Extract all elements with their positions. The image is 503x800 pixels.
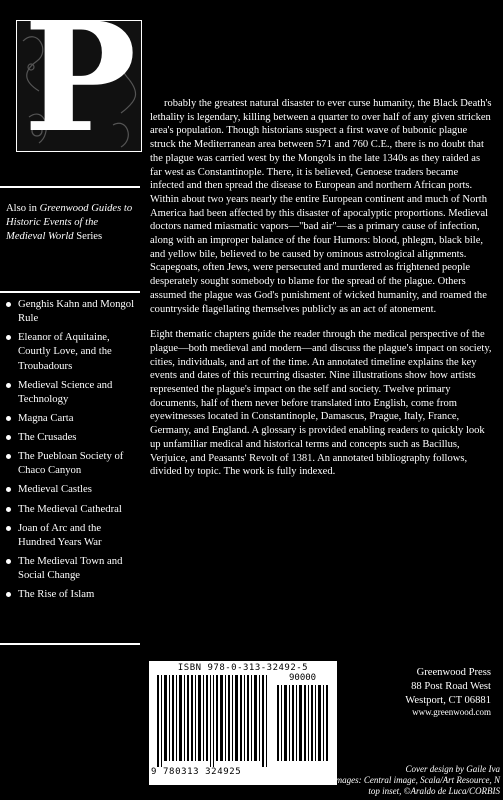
series-note — [6, 202, 138, 243]
bullet-icon — [6, 302, 11, 307]
sidebar-rule-top — [0, 186, 140, 188]
bullet-icon — [6, 592, 11, 597]
bullet-icon — [6, 383, 11, 388]
publisher-city: Westport, CT 06881 — [405, 694, 491, 706]
series-suffix: Series — [76, 230, 103, 242]
main-description — [150, 97, 492, 491]
price-code: 90000 — [289, 673, 317, 683]
book-list — [6, 292, 140, 601]
bullet-icon — [6, 559, 11, 564]
list-item: Magna Carta — [6, 411, 140, 425]
list-item: The Crusades — [6, 430, 140, 444]
list-item: The Puebloan Society of Chaco Canyon — [6, 449, 140, 477]
description-paragraph-2: Eight thematic chapters guide the reader through the medical perspective of the plague—both medieval and modern—and discuss the plague's impact on society, cities, individuals, and art of the time. An annotated timeline explains the key events and dates of this recurring disaster. Nine illustrations show how artists represented the plague's impact on the self and society. Twelve primary documents, half of them never before translated into English, come from eyewitnesses located in Constantinople, Damascus, Prague, Italy, France, Germany, and England. A glossary is provided enabling readers to quickly look up unfamiliar medical and historical terms and concepts such as Bacillus, Verjuice, and Peasants' Revolt of 1381. An annotated bibliography follows, divided by topic. The work is fully indexed. — [150, 329, 492, 478]
list-item: Eleanor of Aquitaine, Courtly Love, and the Troubadours — [6, 330, 140, 372]
isbn-number: ISBN 978-0-313-32492-5 — [177, 663, 309, 673]
list-item: Genghis Kahn and Mongol Rule — [6, 297, 140, 325]
series-title: Greenwood Guides to Historic Events of the Medieval World — [6, 203, 133, 242]
publisher-name: Greenwood Press — [416, 667, 491, 678]
bullet-icon — [6, 435, 11, 440]
list-item: Joan of Arc and the Hundred Years War — [6, 521, 140, 549]
list-item: Medieval Science and Technology — [6, 378, 140, 406]
publisher-street: 88 Post Road West — [411, 680, 491, 692]
series-intro: Also in — [6, 203, 37, 214]
bullet-icon — [6, 454, 11, 459]
publisher-info — [376, 666, 491, 719]
dropcap-ornament — [16, 20, 142, 152]
bullet-icon — [6, 416, 11, 421]
bullet-icon — [6, 335, 11, 340]
sidebar-rule-bottom — [0, 643, 140, 645]
credit-images-1: Cover images: Central image, Scala/Art Resource, N — [308, 774, 500, 785]
description-paragraph-1: robably the greatest natural disaster to ever curse humanity, the Black Death's lethality is legendary, killing between a quarter to over half of any given stricken area's population. Though historians suspect a first wave of bubonic plague struck the Mediterranean area between 571 and 760 C.E., there is no doubt that the plague was carried west by the Mongols in the late 1340s as they raided as far west as Constantinople. There, it is believed, Genoese traders became infected and then spread the disease to European and northern African ports. Within about two years nearly the entire European continent and much of North America had been affected by this disaster of apocalyptic proportions. Medieval doctors named miasmatic vapors—"bad air"—as a primary cause of infection, along with an improper balance of the four Humors: blood, phlegm, black bile, and yellow bile, believed to be caused by ominous astrological alignments. Scapegoats, often Jews, were persecuted and murdered as frightened people desperately sought somebody to blame for the spread of the plague. Others assumed the plague was God's punishment of wicked humanity, and roamed the countryside flagellating themselves publicly as an act of atonement. — [150, 98, 492, 315]
cover-credits — [300, 764, 500, 796]
bullet-icon — [6, 526, 11, 531]
bullet-icon — [6, 507, 11, 512]
bullet-icon — [6, 487, 11, 492]
dropcap-letter: P — [23, 20, 137, 152]
credit-design: Cover design by Gaile Iva — [405, 764, 500, 774]
list-item: Medieval Castles — [6, 482, 140, 496]
list-item: The Rise of Islam — [6, 587, 140, 601]
barcode-digits: 9 780313 324925 — [151, 767, 242, 777]
list-item: The Medieval Cathedral — [6, 502, 140, 516]
list-item: The Medieval Town and Social Change — [6, 554, 140, 582]
credit-images-2: top inset, ©Araldo de Luca/CORBIS — [368, 785, 500, 796]
publisher-website: www.greenwood.com — [412, 707, 491, 718]
